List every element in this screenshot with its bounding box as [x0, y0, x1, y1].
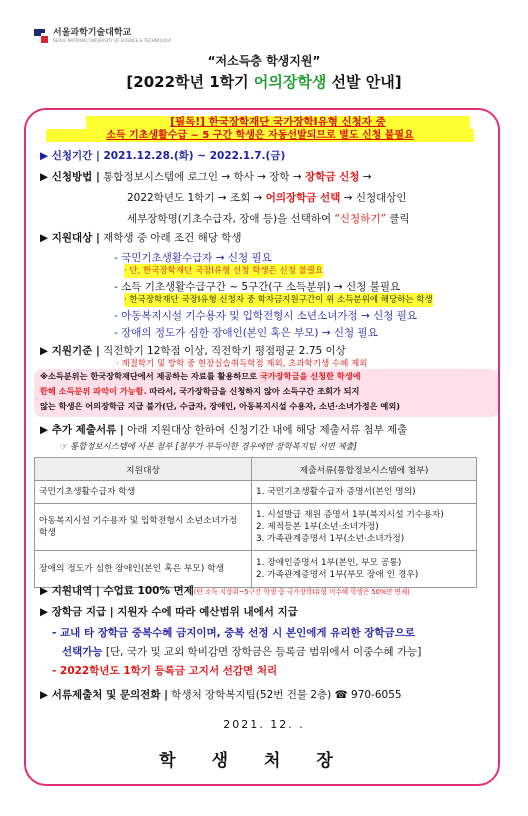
table-row — [35, 551, 477, 588]
method-line-1: ▶ 신청방법 | 통합정보시스템에 로그인 → 학사 → 장학 → 장학금 신청 → — [40, 171, 372, 183]
target-item-1: - 국민기초생활수급자 → 신청 필요 — [114, 252, 272, 264]
docs-row: ▶ 추가 제출서류 | 아래 지원대상 한하여 신청기간 내에 해당 제출서류 첨부 제출 — [40, 424, 408, 436]
warning-line-2: 한해 소득분위 파악이 가능함. 따라서, 국가장학금을 신청하지 않아 소득구간 조회가 되지 — [40, 386, 360, 396]
university-name: 서울과학기술대학교 — [53, 28, 132, 38]
payment-line-1: - 교내 타 장학금 중복수혜 금지이며, 중복 선정 시 본인에게 유리한 장학금으로 — [52, 627, 415, 639]
method-line-3: 세부장학명(기초수급자, 장애 등)을 선택하여 “신청하기” 클릭 — [127, 213, 410, 225]
university-subname: SEOUL NATIONAL UNIVERSITY OF SCIENCE & TECHNOLOGY — [53, 38, 172, 43]
method-line-2: 2022학년도 1학기 → 조회 → 어의장학금 선택 → 신청대상인 — [127, 192, 407, 204]
table-cell-target: 아동복지시설 기수용자 및 입학전형시 소년소녀가정 학생 — [35, 504, 252, 551]
page-title: [2022학년 1학기 어의장학생 선발 안내] — [126, 73, 402, 91]
period-row: ▶ 신청기간 | 2021.12.28.(화) ~ 2022.1.7.(금) — [40, 150, 286, 162]
table-cell-docs: 1. 장애인증명서 1부(본인, 부모 공통) 2. 가족관계증명서 1부(부모 장애 인 경우) — [252, 551, 477, 588]
target-item-1-note: · 단, 한국장학재단 국장Ⅰ유형 신청 학생은 신청 불필요 — [124, 266, 324, 276]
warning-box — [34, 369, 498, 417]
target-item-2: - 소득 기초생활수급구간 ~ 5구간(구 소득분위) → 신청 불필요 — [114, 281, 401, 293]
documents-table — [34, 457, 477, 588]
university-logo — [34, 28, 171, 43]
support-row: ▶ 지원내역 | 수업료 100% 면제(단 소득 지상위~5구간 학생 중 국가장학Ⅰ유형 미수혜 학생은 50%만 면제) — [40, 585, 410, 597]
payment-line-3: - 2022학년도 1학기 등록금 고지서 선감면 처리 — [52, 665, 278, 677]
university-emblem-icon — [34, 29, 48, 43]
payment-line-2: 선택가능 [단, 국가 및 교외 학비감면 장학금은 등록금 범위에서 이중수혜 가능] — [62, 646, 422, 658]
table-cell-docs: 1. 시설발급 재원 증명서 1부(복지시설 기수용자) 2. 제적등본 1부(소년·소녀가정) 3. 가족관계증명서 1부(소년·소녀가정) — [252, 504, 477, 551]
table-header-row — [35, 458, 477, 481]
criteria-note: · 계절학기 및 방학 중 현장실습취득학점 제외, 초과학기생 수혜 제외 — [116, 359, 368, 369]
table-row — [35, 504, 477, 551]
notice-line-1: [필독!] 한국장학재단 국가장학Ⅰ유형 신청자 중 — [86, 116, 470, 129]
table-header-target: 지원대상 — [35, 458, 252, 481]
table-cell-target: 국민기초생활수급자 학생 — [35, 481, 252, 504]
table-cell-target: 장애의 정도가 심한 장애인(본인 혹은 부모) 학생 — [35, 551, 252, 588]
target-item-3: - 아동복지시설 기수용자 및 입학전형시 소년소녀가정 → 신청 필요 — [114, 310, 418, 322]
criteria-row: ▶ 지원기준 | 직전학기 12학점 이상, 직전학기 평점평균 2.75 이상 — [40, 345, 346, 357]
slogan: “저소득층 학생지원” — [207, 54, 321, 68]
notice-line-2: 소득 기초생활수급 ~ 5 구간 학생은 자동선발되므로 별도 신청 불필요 — [46, 129, 474, 142]
warning-line-1: ※소득분위는 한국장학재단에서 제공하는 자료를 활용하므로 국가장학금을 신청한 학생에 — [40, 371, 361, 381]
target-row: ▶ 지원대상 | 재학생 중 아래 조건 해당 학생 — [40, 232, 242, 244]
target-item-2-note: · 한국장학재단 국장Ⅰ유형 신청자 중 학자금지원구간이 위 소득분위에 해당하는 학생 — [124, 295, 433, 305]
table-header-docs: 제출서류(통합정보시스템에 첨부) — [252, 458, 477, 481]
warning-line-3: 않는 학생은 어의장학금 지급 불가(단, 수급자, 장애인, 아동복지시설 수용자, 소년·소녀가정은 예외) — [40, 401, 400, 411]
table-cell-docs: 1. 국민기초생활수급자 증명서(본인 명의) — [252, 481, 477, 504]
contact-row: ▶ 서류제출처 및 문의전화 | 학생처 장학복지팀(52번 건물 2층) ☎ 970-6055 — [40, 689, 402, 701]
payment-row: ▶ 장학금 지급 | 지원자 수에 따라 예산범위 내에서 지급 — [40, 606, 298, 618]
table-row — [35, 481, 477, 504]
target-item-4: - 장애의 정도가 심한 장애인(본인 혹은 부모) → 신청 필요 — [114, 327, 378, 339]
issuer-signature: 학생처장 — [159, 751, 369, 771]
issue-date: 2021. 12. . — [223, 718, 305, 731]
docs-note: ☞ 통합정보시스템에 사본 첨부 [첨부가 부득이한 경우에만 장학복지팀 서면 제출] — [60, 441, 357, 451]
